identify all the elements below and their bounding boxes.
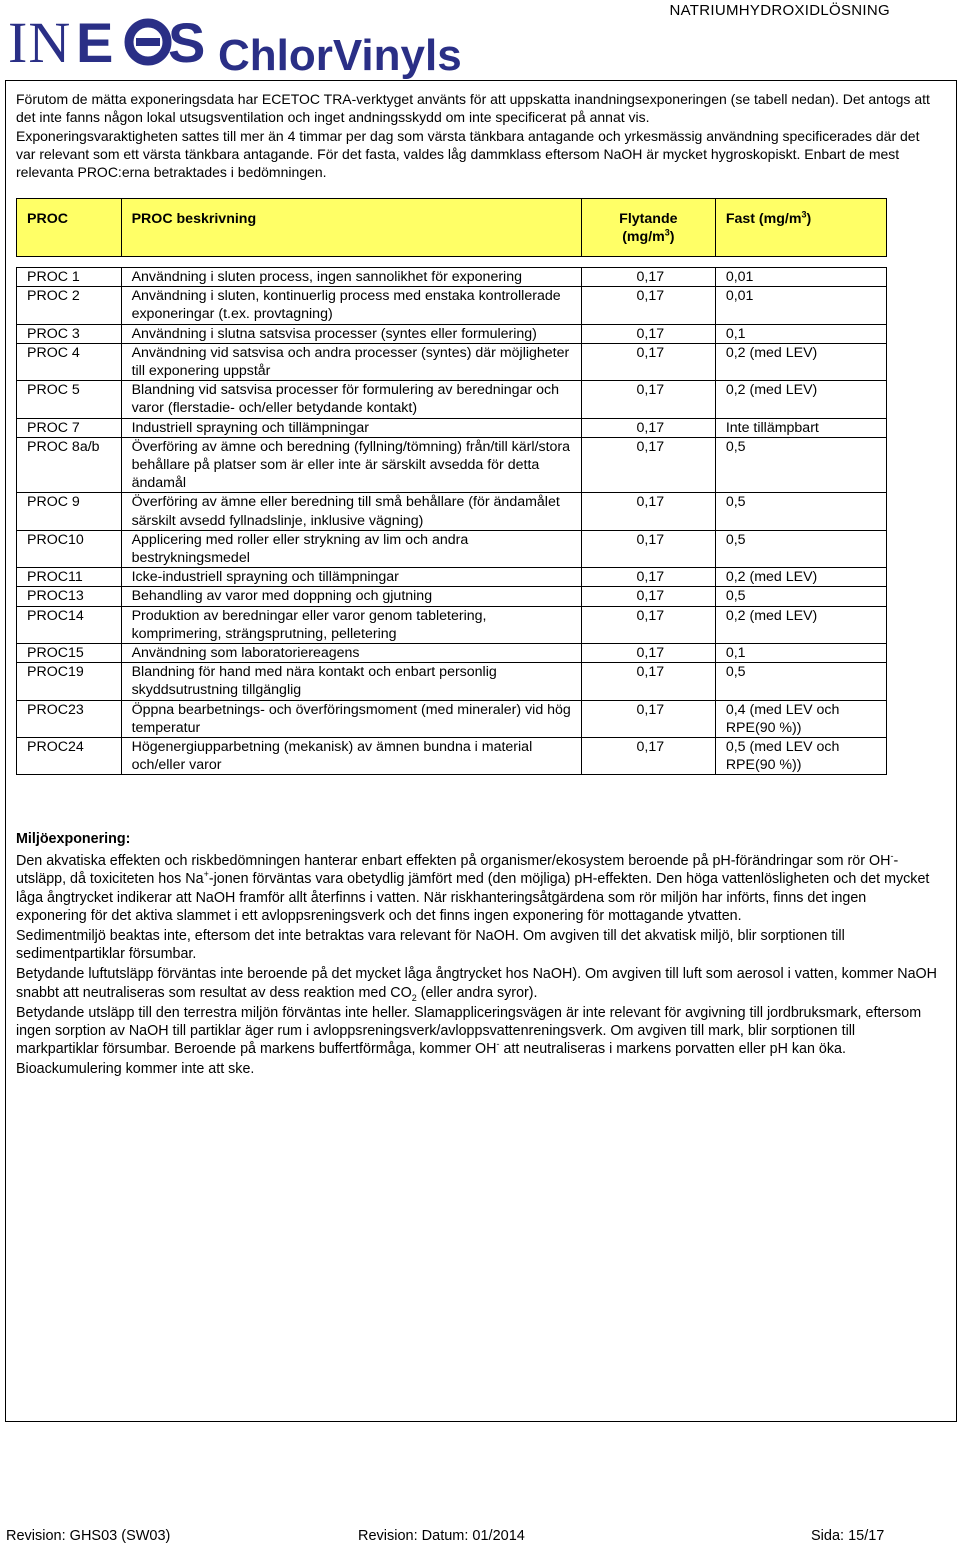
env-p3-part-b: (eller andra syror). [416, 984, 538, 1001]
header-description: PROC beskrivning [121, 199, 581, 257]
svg-text:IN: IN [8, 12, 72, 75]
cell-liquid: 0,17 [581, 381, 715, 418]
cell-liquid: 0,17 [581, 287, 715, 324]
cell-description: Användning i sluten process, ingen sannolikhet för exponering [121, 268, 581, 287]
cell-proc: PROC 3 [17, 324, 122, 343]
table-row [17, 587, 887, 606]
cell-proc: PROC13 [17, 587, 122, 606]
env-p1-part-c: -jonen förväntas vara obetydlig jämfört med (den möjliga) pH-effekten. Den höga vattenlösligheten och det mycket låga ångtrycket indikerar att NaOH framför allt återfinns i vatten. När riskhanteringsåtgärdena som rör miljön har införts, finns det ingen exponering för det aktiva slammet i ett avloppsreningsverk och det finns ingen exponering för mottagande ytvatten. [16, 871, 930, 924]
footer-revision-date: Revision: Datum: 01/2014 [358, 1528, 525, 1544]
cell-solid: 0,01 [715, 287, 886, 324]
header-liquid [581, 199, 715, 257]
cell-liquid: 0,17 [581, 663, 715, 700]
cell-liquid: 0,17 [581, 493, 715, 530]
table-row [17, 268, 887, 287]
cell-proc: PROC 7 [17, 418, 122, 437]
header-solid-label: Fast (mg/m [725, 211, 802, 227]
footer-revision: Revision: GHS03 (SW03) [6, 1528, 171, 1544]
env-p4-part-a: Betydande utsläpp till den terrestra miljön förväntas inte heller. Slamappliceringsvägen är inte relevant för avgivning till jordbruksmark, eftersom ingen sorption av NaOH till partiklar äger rum i avloppsreningsverk/avloppsvattenreningsverk. Om avgiven till mark, blir sorptionen till markpartiklar försumbar. Beroende på markens buffertförmåga, kommer OH [16, 1004, 922, 1058]
cell-proc: PROC24 [17, 738, 122, 775]
cell-description: Produktion av beredningar eller varor genom tabletering, komprimering, strängsprutning, pelletering [121, 606, 581, 643]
cell-proc: PROC11 [17, 568, 122, 587]
cell-solid: 0,1 [715, 324, 886, 343]
cell-solid: 0,2 (med LEV) [715, 343, 886, 380]
table-row [17, 493, 887, 530]
ineos-chlorvinyls-logo [8, 12, 488, 80]
table-row [17, 568, 887, 587]
svg-text:S: S [168, 12, 206, 74]
table-row [17, 738, 887, 775]
cell-solid: 0,2 (med LEV) [715, 568, 886, 587]
header-liquid-label: Flytande [619, 211, 678, 227]
table-row [17, 287, 887, 324]
header-liquid-exp: 3 [664, 227, 670, 238]
cell-proc: PROC 5 [17, 381, 122, 418]
header-proc: PROC [17, 199, 122, 257]
table-row [17, 530, 887, 567]
environment-paragraph-3 [16, 965, 938, 1001]
cell-description: Behandling av varor med doppning och gjutning [121, 587, 581, 606]
environment-paragraph-1 [16, 852, 938, 925]
cell-proc: PROC 4 [17, 343, 122, 380]
table-row [17, 418, 887, 437]
table-row [17, 663, 887, 700]
cell-proc: PROC 8a/b [17, 437, 122, 493]
environment-heading: Miljöexponering: [16, 831, 131, 847]
cell-solid: 0,5 [715, 530, 886, 567]
cell-solid: 0,2 (med LEV) [715, 381, 886, 418]
cell-liquid: 0,17 [581, 738, 715, 775]
cell-description: Industriell sprayning och tillämpningar [121, 418, 581, 437]
cell-proc: PROC15 [17, 644, 122, 663]
environment-paragraph-5: Bioackumulering kommer inte att ske. [16, 1061, 255, 1078]
cell-liquid: 0,17 [581, 268, 715, 287]
svg-text:ChlorVinyls: ChlorVinyls [218, 31, 462, 80]
svg-text:E: E [76, 12, 114, 74]
cell-solid: 0,5 (med LEV och RPE(90 %)) [715, 738, 886, 775]
cell-description: Högenergiupparbetning (mekanisk) av ämnen bundna i material och/eller varor [121, 738, 581, 775]
cell-solid: 0,5 [715, 437, 886, 493]
table-row [17, 437, 887, 493]
cell-description: Användning vid satsvisa och andra processer (syntes) där möjligheter till exponering uppstår [121, 343, 581, 380]
cell-description: Blandning vid satsvisa processer för formulering av beredningar och varor (flerstadie- och/eller betydande kontakt) [121, 381, 581, 418]
cell-solid: 0,01 [715, 268, 886, 287]
cell-solid: 0,2 (med LEV) [715, 606, 886, 643]
table-row [17, 700, 887, 737]
cell-liquid: 0,17 [581, 437, 715, 493]
header-solid [715, 199, 886, 257]
env-p1-sup-2: + [203, 869, 209, 880]
env-p1-sup-1: - [890, 851, 894, 862]
cell-description: Överföring av ämne och beredning (fyllning/tömning) från/till kärl/stora behållare på platser som är eller inte är särskilt avsedda för detta ändamål [121, 437, 581, 493]
environment-paragraph-4 [16, 1004, 938, 1059]
proc-exposure-table [16, 198, 887, 775]
env-p1-part-b: -utsläpp, då toxiciteten hos Na [16, 853, 899, 888]
cell-liquid: 0,17 [581, 644, 715, 663]
cell-solid: 0,4 (med LEV och RPE(90 %)) [715, 700, 886, 737]
cell-liquid: 0,17 [581, 530, 715, 567]
cell-proc: PROC 1 [17, 268, 122, 287]
table-row [17, 606, 887, 643]
env-p1-part-a: Den akvatiska effekten och riskbedömningen hanterar enbart effekten på organismer/ekosystem beroende på pH-förändringar som rör OH [16, 853, 891, 870]
cell-liquid: 0,17 [581, 700, 715, 737]
cell-liquid: 0,17 [581, 324, 715, 343]
env-p4-part-b: att neutraliseras i markens porvatten eller pH kan öka. [499, 1041, 846, 1058]
environment-paragraph-2: Sedimentmiljö beaktas inte, eftersom det inte betraktas vara relevant för NaOH. Om avgiven till det akvatisk miljö, blir sorptionen till sedimentpartiklar försumbar. [16, 928, 845, 963]
header-solid-exp: 3 [801, 209, 807, 220]
cell-solid: 0,1 [715, 644, 886, 663]
cell-liquid: 0,17 [581, 343, 715, 380]
cell-description: Öppna bearbetnings- och överföringsmoment (med mineraler) vid hög temperatur [121, 700, 581, 737]
cell-solid: 0,5 [715, 587, 886, 606]
cell-description: Användning som laboratoriereagens [121, 644, 581, 663]
footer-page-number: Sida: 15/17 [811, 1528, 885, 1544]
intro-text [16, 90, 936, 181]
header-solid-close: ) [806, 211, 812, 227]
cell-solid: Inte tillämpbart [715, 418, 886, 437]
cell-liquid: 0,17 [581, 418, 715, 437]
cell-liquid: 0,17 [581, 568, 715, 587]
intro-paragraph-1: Förutom de mätta exponeringsdata har ECETOC TRA-verktyget använts för att uppskatta inandningsexponeringen (se tabell nedan). Det antogs att det inte fanns någon lokal utsugsventilation och inget andningsskydd om inte specificerat på annat vis. [16, 91, 930, 126]
table-row [17, 324, 887, 343]
cell-proc: PROC23 [17, 700, 122, 737]
cell-description: Blandning för hand med nära kontakt och enbart personlig skyddsutrustning tillgänglig [121, 663, 581, 700]
env-p3-part-a: Betydande luftutsläpp förväntas inte beroende på det mycket låga ångtrycket hos NaOH). Om avgiven till luft som aerosol i vatten, kommer NaOH snabbt att neutraliseras som resultat av dess reaktion med CO [16, 966, 938, 1001]
header-liquid-unit: (mg/m [622, 229, 665, 246]
cell-solid: 0,5 [715, 493, 886, 530]
cell-description: Icke-industriell sprayning och tillämpningar [121, 568, 581, 587]
table-row [17, 644, 887, 663]
cell-solid: 0,5 [715, 663, 886, 700]
cell-proc: PROC 2 [17, 287, 122, 324]
cell-proc: PROC14 [17, 606, 122, 643]
intro-paragraph-2: Exponeringsvaraktigheten sattes till mer än 4 timmar per dag som värsta tänkbara antagande och yrkesmässig användning specificerades där det var relevant som ett värsta tänkbara antagande. För det fasta, valdes låg dammklass eftersom NaOH är mycket hygroskopiskt. Enbart de mest relevanta PROC:erna betraktades i bedömningen. [16, 127, 920, 181]
table-row [17, 381, 887, 418]
cell-liquid: 0,17 [581, 587, 715, 606]
env-p3-sub: 2 [411, 992, 417, 1003]
table-body [17, 268, 887, 775]
header-liquid-close: ) [669, 229, 675, 246]
env-p4-sup: - [496, 1039, 500, 1050]
table-row [17, 343, 887, 380]
cell-description: Användning i sluten, kontinuerlig process med enstaka kontrollerade exponeringar (t.ex. provtagning) [121, 287, 581, 324]
cell-proc: PROC19 [17, 663, 122, 700]
cell-description: Användning i slutna satsvisa processer (syntes eller formulering) [121, 324, 581, 343]
environment-section [16, 830, 938, 1081]
cell-description: Applicering med roller eller strykning av lim och andra bestrykningsmedel [121, 530, 581, 567]
company-logo [8, 12, 488, 78]
cell-proc: PROC 9 [17, 493, 122, 530]
table-header-row [17, 199, 887, 257]
cell-description: Överföring av ämne eller beredning till små behållare (för ändamålet särskilt avsedd fyllnadslinje, inklusive vägning) [121, 493, 581, 530]
document-title: NATRIUMHYDROXIDLÖSNING [669, 2, 890, 19]
cell-liquid: 0,17 [581, 606, 715, 643]
cell-proc: PROC10 [17, 530, 122, 567]
